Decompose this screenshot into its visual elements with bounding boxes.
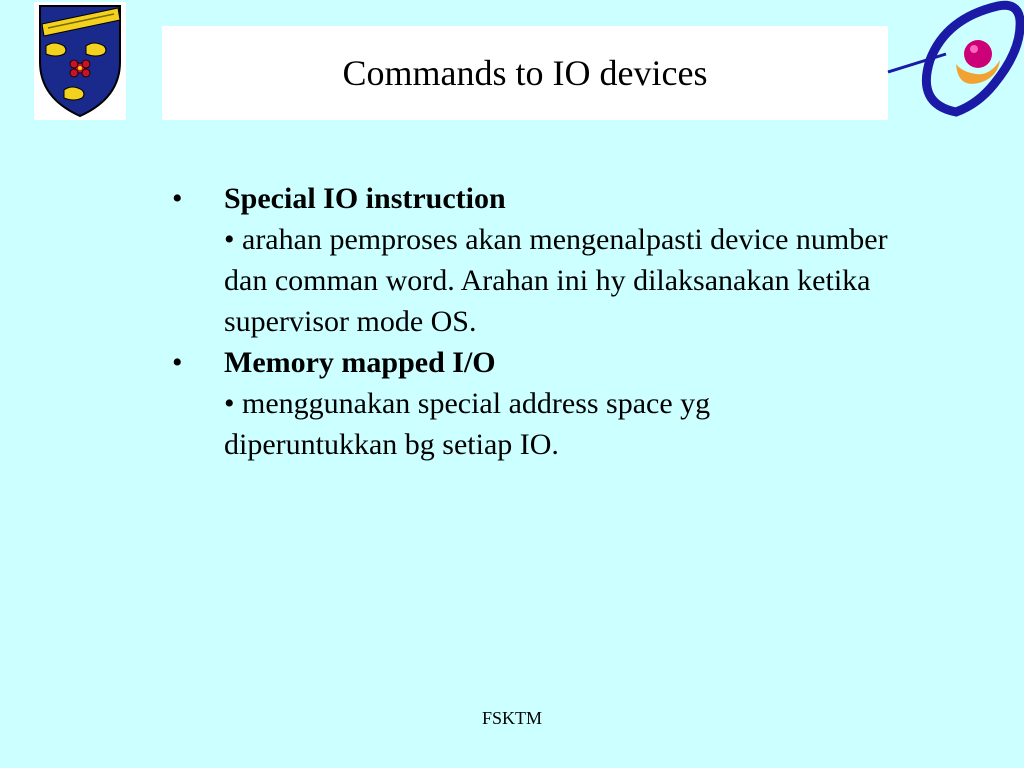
- bullet-body: [224, 342, 888, 465]
- bullet-item: [168, 178, 888, 342]
- bullet-heading: Special IO instruction: [224, 182, 506, 215]
- bullet-body: [224, 178, 888, 342]
- bullet-marker: •: [172, 182, 183, 215]
- bullet-detail: • arahan pemproses akan mengenalpasti device number dan comman word. Arahan ini hy dilaksanakan ketika supervisor mode OS.: [224, 223, 888, 338]
- slide-footer: FSKTM: [481, 708, 543, 728]
- bullet-item: [168, 342, 888, 465]
- bullet-marker: •: [172, 346, 183, 379]
- faculty-logo-icon: [886, 0, 1024, 122]
- title-box: [162, 26, 888, 120]
- bullet-heading: Memory mapped I/O: [224, 346, 496, 379]
- university-crest-icon: [34, 2, 126, 120]
- bullet-detail: • menggunakan special address space yg diperuntukkan bg setiap IO.: [224, 387, 711, 461]
- slide-content: [168, 178, 888, 465]
- slide-title: Commands to IO devices: [342, 53, 708, 93]
